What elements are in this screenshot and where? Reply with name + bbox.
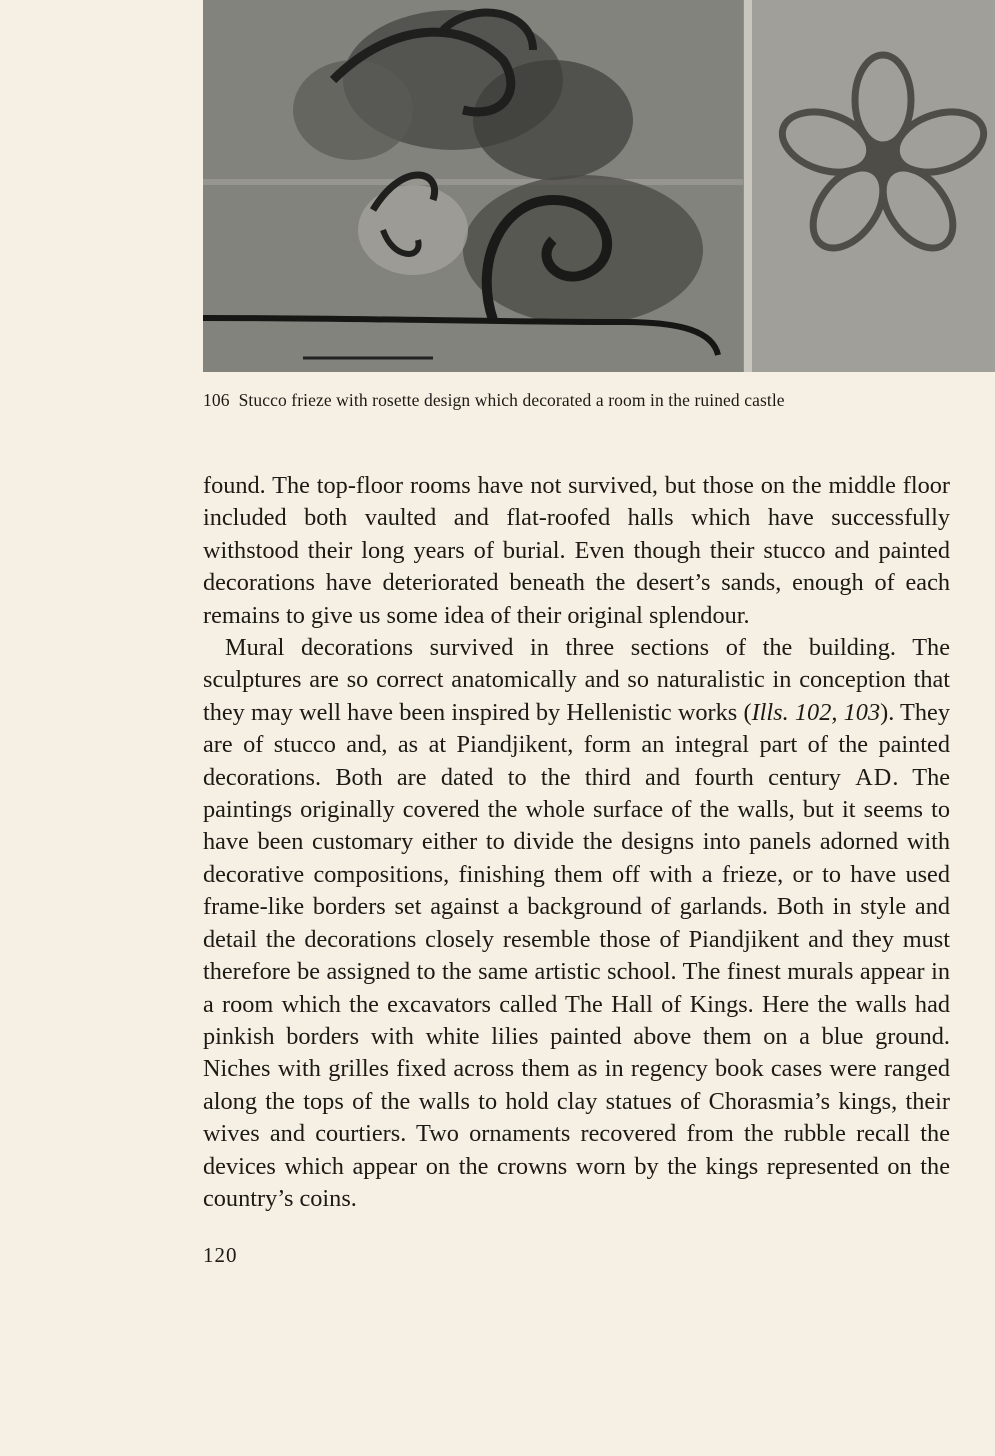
- body-text: [203, 470, 950, 1215]
- ills-reference: Ills. 102, 103: [751, 698, 881, 726]
- page-number: 120: [203, 1243, 238, 1267]
- paragraph-2-part-2: ). They are of stucco and, as at Piandjikent, form an integral part of the painted decorations. Both are dated to the third and fourth century: [203, 698, 950, 791]
- frieze-photograph: [203, 0, 995, 372]
- paragraph-2: [203, 632, 950, 1215]
- paragraph-1: found. The top-floor rooms have not survived, but those on the middle floor included both vaulted and flat-roofed halls which have successfully withstood their long years of burial. Even though their stucco and painted decorations have deteriorated beneath the desert’s sands, enough of each remains to give us some idea of their original splendour.: [203, 472, 950, 629]
- stucco-frieze-image: [203, 0, 995, 372]
- paragraph-2-part-3: . The paintings originally covered the whole surface of the walls, but it seems to have been customary either to divide the designs into panels adorned with decorative compositions, finishing them off with a frieze, or to have used frame-like borders set against a background of garlands. Both in style and detail the decorations closely resemble those of Piandjikent and they must therefore be assigned to the same artistic school. The finest murals appear in a room which the excavators called The Hall of Kings. Here the walls had pinkish borders with white lilies painted above them on a blue ground. Niches with grilles fixed across them as in regency book cases were ranged along the tops of the walls to hold clay statues of Chorasmia’s kings, their wives and courtiers. Two ornaments recovered from the rubble recall the devices which appear on the crowns worn by the kings represented on the country’s coins.: [203, 763, 951, 1212]
- caption-text: Stucco frieze with rosette design which decorated a room in the ruined castle: [238, 390, 785, 410]
- paragraph-2-part-1: Mural decorations survived in three sections of the building. The sculptures are so correct anatomically and so naturalistic in conception that they may well have been inspired by Hellenistic works (: [203, 634, 950, 726]
- caption-number: 106: [203, 390, 230, 410]
- figure-caption: [203, 390, 995, 411]
- era-abbreviation: AD: [855, 763, 893, 791]
